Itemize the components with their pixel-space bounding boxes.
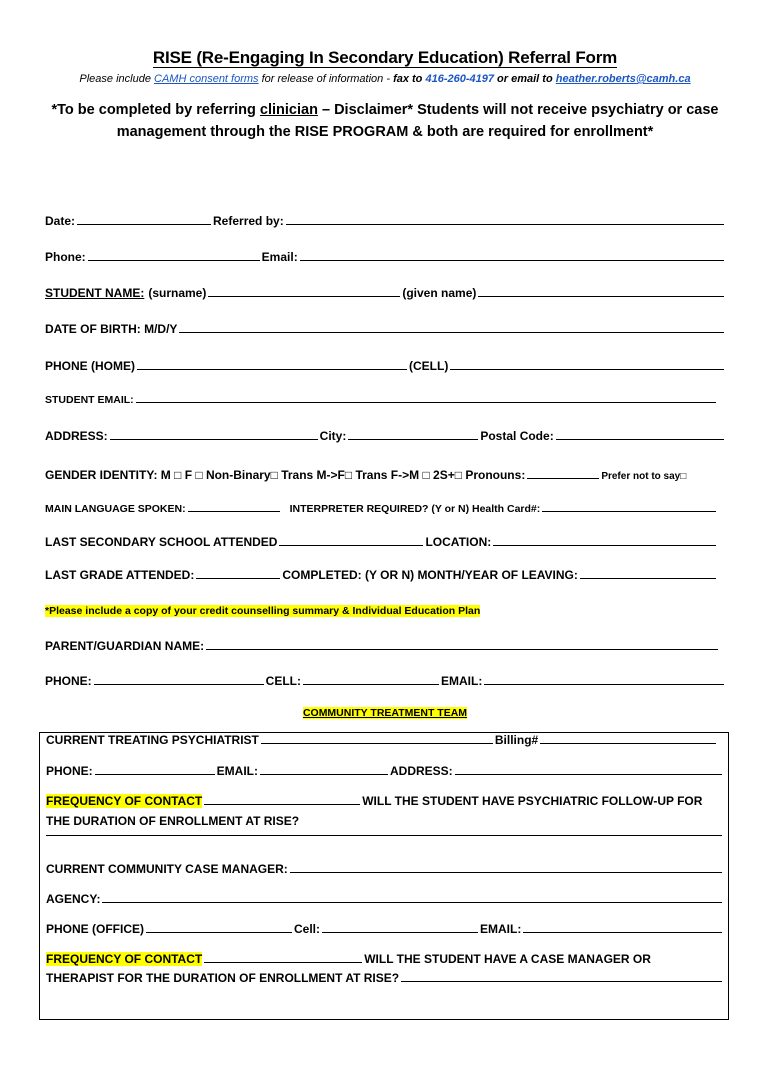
student-email-row: STUDENT EMAIL:	[45, 394, 726, 406]
form-title: RISE (Re-Engaging In Secondary Education) Referral Form	[152, 48, 618, 67]
psych-frequency-row: FREQUENCY OF CONTACT WILL THE STUDENT HAVE PSYCHIATRIC FOLLOW-UP FOR	[46, 794, 703, 808]
cell-field[interactable]	[450, 368, 724, 370]
community-treatment-box	[39, 732, 729, 1020]
last-school-row: LAST SECONDARY SCHOOL ATTENDED LOCATION:	[45, 535, 726, 549]
parent-name-row: PARENT/GUARDIAN NAME:	[45, 639, 726, 653]
instruction-line: Please include CAMH consent forms for release of information - fax to 416-260-4197 or email to heather.roberts@camh.ca	[79, 73, 691, 85]
case-manager-field[interactable]	[290, 871, 722, 873]
case-manager-row: CURRENT COMMUNITY CASE MANAGER:	[46, 862, 724, 876]
psych-followup-row: THE DURATION OF ENROLLMENT AT RISE?	[46, 814, 300, 828]
gender-identity-row: GENDER IDENTITY: M □ F □ Non-Binary□ Trans M->F□ Trans F->M □ 2S+□ Pronouns: Prefer not to say□	[45, 468, 687, 482]
month-year-leaving-field[interactable]	[580, 577, 716, 579]
last-school-field[interactable]	[279, 544, 423, 546]
fax-number: 416-260-4197	[425, 73, 494, 85]
community-heading: COMMUNITY TREATMENT TEAM	[302, 707, 468, 719]
parent-cell-field[interactable]	[303, 683, 439, 685]
referred-by-field[interactable]	[286, 223, 724, 225]
dob-row: DATE OF BIRTH: M/D/Y	[45, 322, 726, 336]
case-manager-question-row: THERAPIST FOR THE DURATION OF ENROLLMENT AT RISE?	[46, 971, 724, 985]
city-field[interactable]	[348, 438, 478, 440]
pronouns-field[interactable]	[527, 477, 599, 479]
psychiatrist-phone-field[interactable]	[95, 773, 215, 775]
case-manager-answer-field[interactable]	[401, 980, 722, 982]
date-referred-row: Date: Referred by:	[45, 214, 726, 228]
address-row: ADDRESS: City: Postal Code:	[45, 429, 726, 443]
billing-field[interactable]	[540, 742, 716, 744]
home-phone-field[interactable]	[137, 368, 407, 370]
psychiatrist-address-field[interactable]	[455, 773, 722, 775]
date-field[interactable]	[77, 223, 211, 225]
phone-email-row: Phone: Email:	[45, 250, 726, 264]
case-manager-contact-row: PHONE (OFFICE) Cell: EMAIL:	[46, 922, 724, 936]
agency-row: AGENCY:	[46, 892, 724, 906]
student-email-field[interactable]	[136, 401, 716, 403]
parent-phone-field[interactable]	[94, 683, 264, 685]
case-manager-email-field[interactable]	[523, 931, 722, 933]
dob-field[interactable]	[179, 331, 724, 333]
home-phone-row: PHONE (HOME) (CELL)	[45, 359, 726, 373]
student-name-row: STUDENT NAME: (surname) (given name)	[45, 286, 726, 300]
given-name-field[interactable]	[478, 295, 724, 297]
psychiatrist-email-field[interactable]	[260, 773, 388, 775]
email-field[interactable]	[300, 259, 724, 261]
last-grade-row: LAST GRADE ATTENDED: COMPLETED: (Y OR N) MONTH/YEAR OF LEAVING:	[45, 568, 726, 582]
psychiatrist-field[interactable]	[261, 742, 493, 744]
office-phone-field[interactable]	[146, 931, 292, 933]
psychiatrist-contact-row: PHONE: EMAIL: ADDRESS:	[46, 764, 724, 778]
psychiatrist-row: CURRENT TREATING PSYCHIATRIST Billing#	[46, 733, 724, 747]
postal-code-field[interactable]	[556, 438, 724, 440]
referral-form-page	[0, 48, 770, 1072]
language-field[interactable]	[188, 510, 280, 512]
prefer-not-to-say-checkbox[interactable]: Prefer not to say□	[601, 471, 687, 482]
agency-field[interactable]	[102, 901, 722, 903]
case-frequency-row: FREQUENCY OF CONTACT WILL THE STUDENT HAVE A CASE MANAGER OR	[46, 952, 651, 966]
credit-note-row	[45, 605, 726, 617]
psych-frequency-field[interactable]	[204, 803, 360, 805]
parent-email-field[interactable]	[484, 683, 724, 685]
psych-followup-answer-row	[46, 834, 724, 839]
phone-field[interactable]	[88, 259, 260, 261]
language-row: MAIN LANGUAGE SPOKEN: INTERPRETER REQUIRED? (Y or N) Health Card#:	[45, 503, 726, 515]
surname-field[interactable]	[208, 295, 400, 297]
last-grade-field[interactable]	[196, 577, 280, 579]
address-field[interactable]	[110, 438, 318, 440]
credit-counselling-note: *Please include a copy of your credit counselling summary & Individual Education Plan	[45, 605, 481, 617]
email-link[interactable]: heather.roberts@camh.ca	[555, 73, 691, 85]
location-field[interactable]	[493, 544, 716, 546]
health-card-field[interactable]	[542, 510, 716, 512]
psych-followup-field[interactable]	[46, 834, 722, 836]
parent-phone-row: PHONE: CELL: EMAIL:	[45, 674, 726, 688]
disclaimer: *To be completed by referring clinician – Disclaimer* Students will not receive psychiatry or case management through the RISE PROGRAM & both are required for enrollment*	[51, 102, 719, 140]
parent-name-field[interactable]	[206, 648, 718, 650]
case-frequency-field[interactable]	[204, 961, 362, 963]
consent-forms-link[interactable]: CAMH consent forms	[154, 73, 259, 85]
case-manager-cell-field[interactable]	[322, 931, 478, 933]
